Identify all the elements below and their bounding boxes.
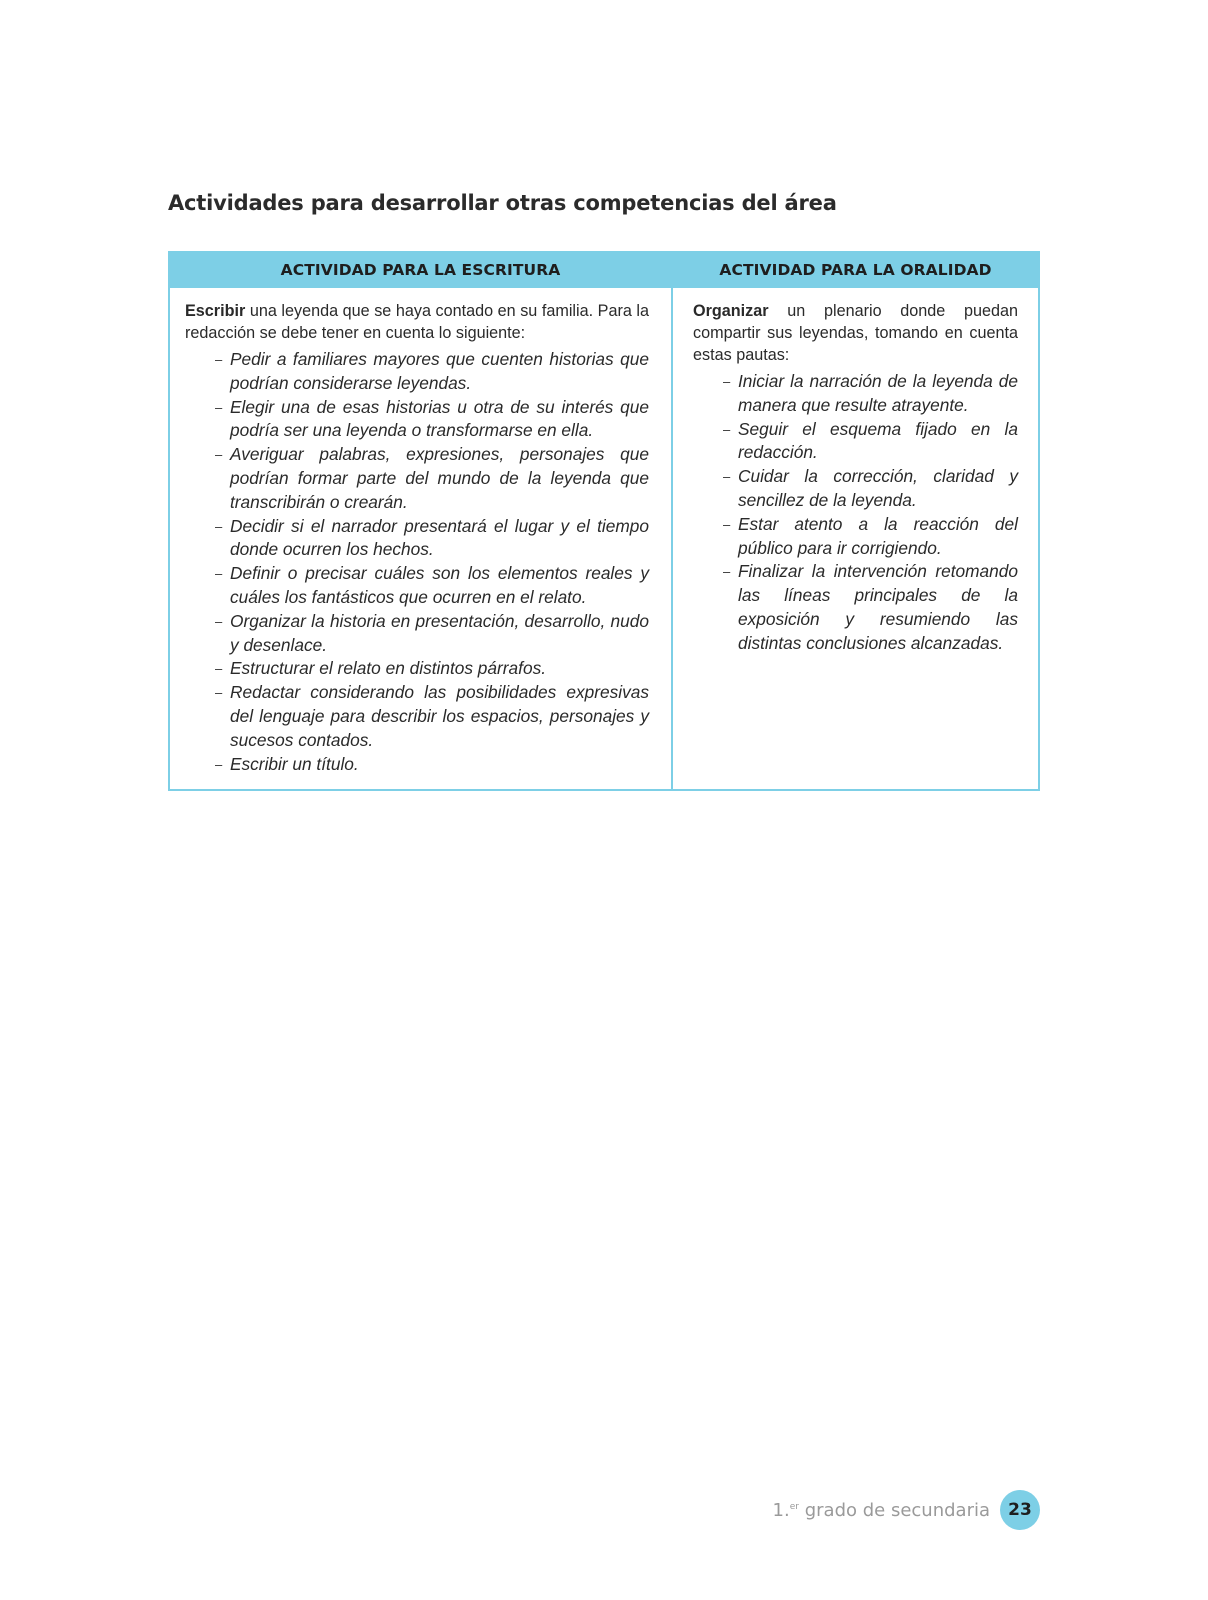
page-number: 23: [1000, 1490, 1040, 1530]
writing-activity-header: ACTIVIDAD PARA LA ESCRITURA: [170, 253, 671, 288]
list-item: – Redactar considerando las posibilidades expresivas del lenguaje para describir los espacios, personajes y sucesos contados.: [215, 682, 649, 750]
list-item: – Organizar la historia en presentación, desarrollo, nudo y desenlace.: [215, 610, 649, 655]
speaking-activity-body: [673, 288, 1038, 656]
activities-table: [168, 251, 1040, 791]
list-item: – Escribir un título.: [215, 753, 359, 774]
writing-activity-column: [170, 253, 673, 789]
speaking-intro: [693, 300, 1018, 366]
writing-steps-list: [185, 348, 649, 776]
list-item: – Finalizar la intervención retomando las líneas principales de la exposición y resumiendo las distintas conclusiones alcanzadas.: [723, 561, 1018, 653]
list-item: – Cuidar la corrección, claridad y sencillez de la leyenda.: [723, 466, 1018, 510]
speaking-steps-list: [693, 370, 1018, 656]
list-item: – Estructurar el relato en distintos párrafos.: [215, 658, 547, 679]
writing-lead-verb: Escribir: [185, 302, 246, 320]
writing-intro: [185, 300, 649, 344]
list-item: – Definir o precisar cuáles son los elementos reales y cuáles los fantásticos que ocurren en el relato.: [215, 563, 649, 607]
speaking-activity-header: ACTIVIDAD PARA LA ORALIDAD: [673, 253, 1038, 288]
page-footer: [773, 1490, 1040, 1530]
speaking-lead-verb: Organizar: [693, 302, 769, 320]
list-item: – Estar atento a la reacción del público para ir corrigiendo.: [723, 513, 1018, 558]
list-item: – Elegir una de esas historias u otra de su interés que podría ser una leyenda o transformarse en ella.: [215, 396, 649, 441]
list-item: – Iniciar la narración de la leyenda de manera que resulte atrayente.: [723, 371, 1018, 415]
grade-label: 1.$^{er}$ grado de secundaria: [772, 1499, 990, 1521]
writing-intro-text: una leyenda que se haya contado en su familia. Para la redacción se debe tener en cuenta lo siguiente:: [185, 302, 649, 342]
list-item: – Decidir si el narrador presentará el lugar y el tiempo donde ocurren los hechos.: [215, 515, 649, 560]
list-item: – Seguir el esquema fijado en la redacción.: [723, 418, 1018, 463]
speaking-activity-column: [673, 253, 1038, 789]
speaking-intro-text: un plenario donde puedan compartir sus leyendas, tomando en cuenta estas pautas:: [693, 302, 1018, 364]
list-item: – Pedir a familiares mayores que cuenten historias que podrían considerarse leyendas.: [215, 349, 649, 393]
list-item: – Averiguar palabras, expresiones, personajes que podrían formar parte del mundo de la leyenda que transcribirán o crearán.: [215, 444, 649, 512]
writing-activity-body: [170, 288, 671, 776]
section-title: Actividades para desarrollar otras competencias del área: [168, 191, 837, 215]
